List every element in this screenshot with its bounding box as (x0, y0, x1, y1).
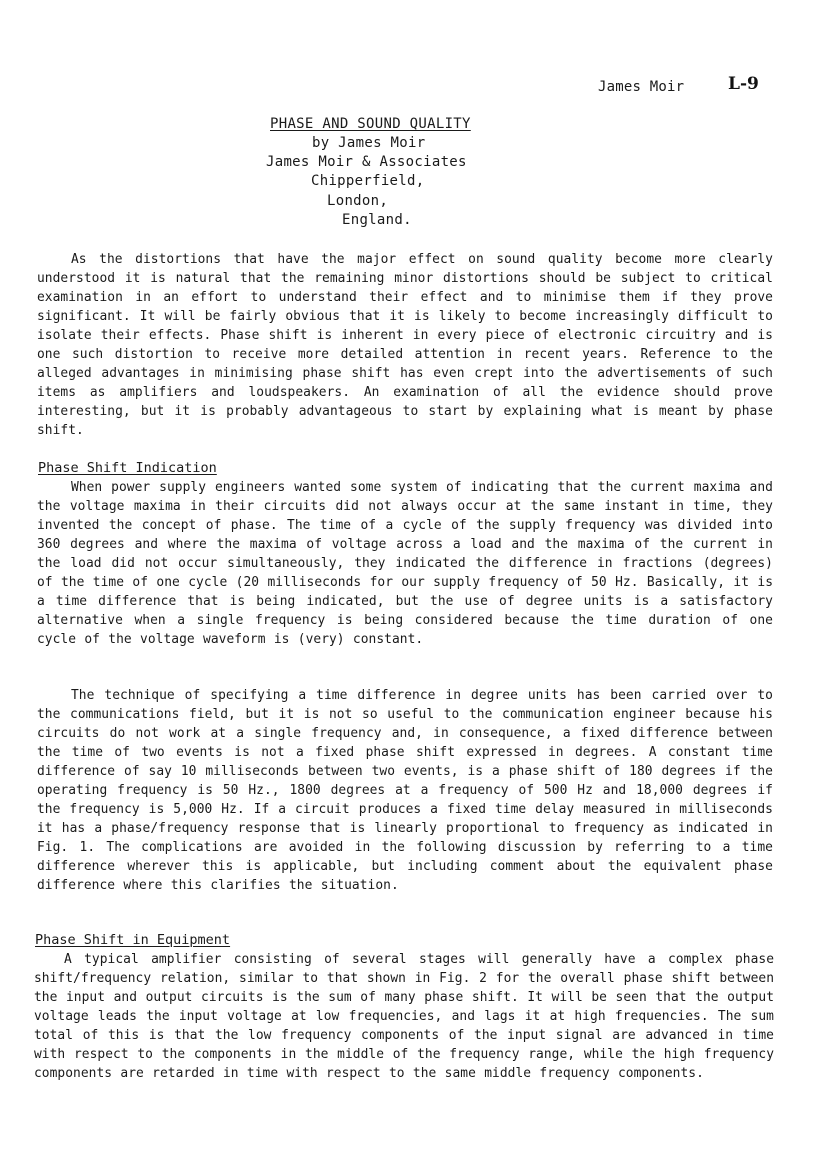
address-region: London, (327, 193, 389, 209)
section-heading-phase-shift-indication: Phase Shift Indication (38, 460, 217, 476)
intro-paragraph (37, 250, 773, 440)
section-heading-phase-shift-in-equipment: Phase Shift in Equipment (35, 932, 231, 948)
address-country: England. (342, 212, 412, 228)
organization: James Moir & Associates (266, 154, 467, 170)
byline: by James Moir (312, 135, 426, 151)
section2-paragraph-1 (34, 950, 774, 1083)
address-city: Chipperfield, (311, 173, 425, 189)
paper-title: PHASE AND SOUND QUALITY (270, 116, 471, 132)
page-code: L-9 (728, 74, 759, 94)
section1-paragraph-1 (37, 478, 773, 649)
header-author: James Moir (598, 79, 685, 95)
section1-paragraph-2-text: The technique of specifying a time difference in degree units has been carried over to the communications field, but it is not so useful to the communication engineer because his circuits do not work at a single frequency and, in consequence, a fixed difference between the time of two events is not a fixed phase shift expressed in degrees. A constant time difference of say 10 milliseconds between two events, is a phase shift of 180 degrees if the operating frequency is 50 Hz., 1800 degrees at a frequency of 500 Hz and 18,000 degrees if the frequency is 5,000 Hz. If a circuit produces a fixed time delay measured in milliseconds it has a phase/frequency response that is linearly proportional to frequency as indicated in Fig. 1. The complications are avoided in the following discussion by referring to a time difference wherever this is applicable, but including comment about the equivalent phase difference where this clarifies the situation. (37, 688, 773, 893)
section1-paragraph-2 (37, 686, 773, 895)
section1-paragraph-1-text: When power supply engineers wanted some system of indicating that the current maxima and the voltage maxima in their circuits did not always occur at the same instant in time, they invented the concept of phase. The time of a cycle of the supply frequency was divided into 360 degrees and where the maxima of voltage across a load and the maxima of the current in the load did not occur simultaneously, they indicated the difference in fractions (degrees) of the time of one cycle (20 milliseconds for our supply frequency of 50 Hz. Basically, it is a time difference that is being indicated, but the use of degree units is a satisfactory alternative when a single frequency is being considered because the time duration of one cycle of the voltage waveform is (very) constant. (37, 480, 773, 647)
intro-text: As the distortions that have the major effect on sound quality become more clearly understood it is natural that the remaining minor distortions should be subject to critical examination in an effort to understand their effect and to minimise them if they prove significant. It will be fairly obvious that it is likely to become increasingly difficult to isolate their effects. Phase shift is inherent in every piece of electronic circuitry and is one such distortion to receive more detailed attention in recent years. Reference to the alleged advantages in minimising phase shift has even crept into the advertisements of such items as amplifiers and loudspeakers. An examination of all the evidence should prove interesting, but it is probably advantageous to start by explaining what is meant by phase shift. (37, 252, 773, 438)
section2-paragraph-1-text: A typical amplifier consisting of several stages will generally have a complex phase shift/frequency relation, similar to that shown in Fig. 2 for the overall phase shift between the input and output circuits is the sum of many phase shift. It will be seen that the output voltage leads the input voltage at low frequencies, and lags it at high frequencies. The sum total of this is that the low frequency components of the input signal are advanced in time with respect to the components in the middle of the frequency range, while the high frequency components are retarded in time with respect to the same middle frequency components. (34, 952, 774, 1081)
